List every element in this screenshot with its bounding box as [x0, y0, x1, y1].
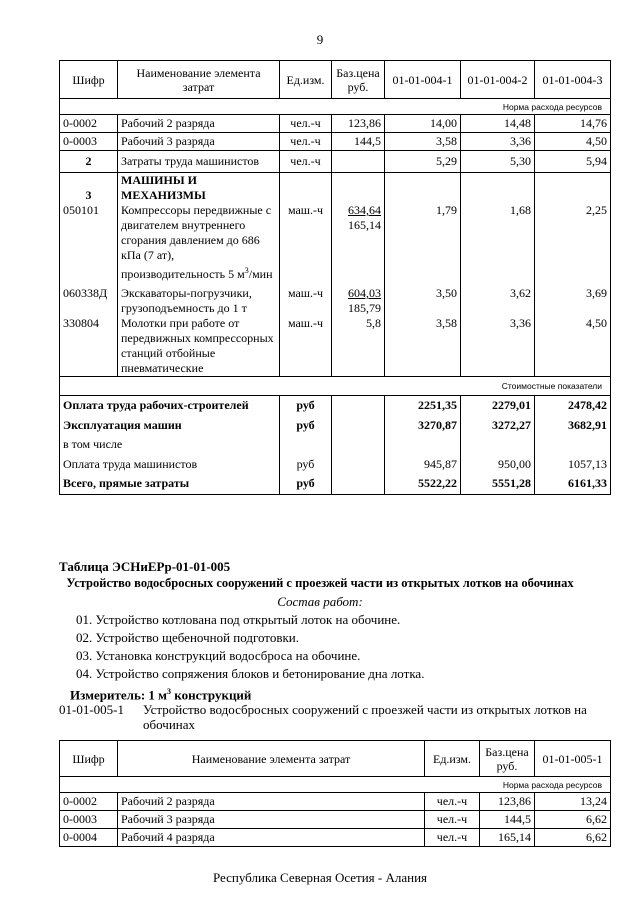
row-code: 0-0003: [60, 811, 118, 829]
row-unit: чел.-ч: [280, 133, 332, 151]
machine-value-1: 3,58: [385, 316, 461, 377]
machine-price: 5,8: [332, 316, 385, 377]
header-col3: 01-01-004-3: [535, 61, 611, 99]
table-row: [60, 829, 611, 847]
header-price: Баз.цена руб.: [332, 61, 385, 99]
summary-unit: руб: [280, 416, 332, 435]
row-value-2: 5,30: [461, 151, 535, 173]
cost-label-row: [60, 377, 611, 396]
row-unit: чел.-ч: [425, 811, 480, 829]
summary-value-1: 945,87: [385, 455, 461, 474]
summary-value-3: 2478,42: [535, 396, 611, 416]
header-price: Баз.цена руб.: [480, 741, 535, 777]
machine-value-3: 4,50: [535, 316, 611, 377]
summary-value-2: 950,00: [461, 455, 535, 474]
work-item: 03. Установка конструкций водосброса на обочине.: [76, 648, 361, 663]
machine-code: 050101: [60, 203, 118, 282]
section-row: [60, 173, 611, 204]
table-subtitle: Устройство водосбросных сооружений с проезжей части из открытых лотков на обочинах: [66, 576, 574, 590]
header-col2: 01-01-004-2: [461, 61, 535, 99]
row-name: Затраты труда машинистов: [118, 151, 280, 173]
header-name: Наименование элемента затрат: [118, 61, 280, 99]
row-code: 0-0002: [60, 793, 118, 811]
machine-value-3: 2,25: [535, 203, 611, 282]
row-unit: чел.-ч: [425, 793, 480, 811]
machine-value-3: 3,69: [535, 282, 611, 316]
header-col1: 01-01-005-1: [535, 741, 611, 777]
machine-name: Компрессоры передвижные с двигателем внутреннего сгорания давлением до 686 кПа (7 ат), производительность 5 $м^3$/мин: [118, 203, 280, 282]
summary-value-3: 1057,13: [535, 455, 611, 474]
summary-value-2: 3272,27: [461, 416, 535, 435]
summary-value-3: 6161,33: [535, 474, 611, 495]
header-name: Наименование элемента затрат: [118, 741, 425, 777]
row-value-1: 3,58: [385, 133, 461, 151]
machine-name: Молотки при работе от передвижных компрессорных станций отбойные пневматические: [118, 316, 280, 377]
work-item: 04. Устройство сопряжения блоков и бетонирование дна лотка.: [76, 666, 425, 681]
machine-row: [60, 282, 611, 316]
summary-name: Оплата труда машинистов: [60, 455, 280, 474]
table-header-row: [60, 741, 611, 777]
summary-row: [60, 455, 611, 474]
machine-value-2: 1,68: [461, 203, 535, 282]
row-code: 0-0004: [60, 829, 118, 847]
row-value-1: 14,00: [385, 115, 461, 133]
row-price: 165,14: [480, 829, 535, 847]
norm-label-row: [60, 99, 611, 115]
summary-unit: руб: [280, 455, 332, 474]
table-row: [60, 115, 611, 133]
row-price: 144,5: [480, 811, 535, 829]
header-shifr: Шифр: [60, 61, 118, 99]
header-shifr: Шифр: [60, 741, 118, 777]
machine-row: [60, 203, 611, 282]
row-unit: чел.-ч: [280, 151, 332, 173]
cost-label: Стоимостные показатели: [60, 377, 611, 396]
row-value-3: 5,94: [535, 151, 611, 173]
summary-value-3: 3682,91: [535, 416, 611, 435]
row-value: 13,24: [535, 793, 611, 811]
summary-name: Всего, прямые затраты: [60, 474, 280, 495]
page-footer: Республика Северная Осетия - Алания: [212, 870, 428, 885]
header-unit: Ед.изм.: [425, 741, 480, 777]
summary-value-2: 5551,28: [461, 474, 535, 495]
row-value-2: 3,36: [461, 133, 535, 151]
table-row: [60, 151, 611, 173]
row-code: 0-0002: [60, 115, 118, 133]
machine-code: 060338Д: [60, 282, 118, 316]
summary-value-2: 2279,01: [461, 396, 535, 416]
summary-row: [60, 396, 611, 416]
table-row: [60, 811, 611, 829]
row-name: Рабочий 4 разряда: [118, 829, 425, 847]
machine-price: 604,03 185,79: [332, 282, 385, 316]
resource-table-01-01-005: [59, 740, 611, 847]
machine-unit: маш.-ч: [280, 203, 332, 282]
machine-code: 330804: [60, 316, 118, 377]
row-code: 2: [60, 151, 118, 173]
row-value: 6,62: [535, 829, 611, 847]
machine-value-1: 1,79: [385, 203, 461, 282]
row-name: Рабочий 3 разряда: [118, 133, 280, 151]
row-value-3: 14,76: [535, 115, 611, 133]
item-description: Устройство водосбросных сооружений с проезжей части из открытых лотков на: [143, 702, 587, 717]
summary-value-1: 3270,87: [385, 416, 461, 435]
machine-unit: маш.-ч: [280, 316, 332, 377]
summary-row: [60, 435, 611, 455]
section-name: МАШИНЫ И МЕХАНИЗМЫ: [118, 173, 280, 204]
item-description-continued: обочинах: [143, 717, 195, 732]
norm-label: Норма расхода ресурсов: [60, 777, 611, 793]
norm-label: Норма расхода ресурсов: [60, 99, 611, 115]
composition-heading: Состав работ:: [277, 594, 363, 609]
row-value-2: 14,48: [461, 115, 535, 133]
summary-name: Эксплуатация машин: [60, 416, 280, 435]
row-name: Рабочий 2 разряда: [118, 115, 280, 133]
row-name: Рабочий 3 разряда: [118, 811, 425, 829]
item-code: 01-01-005-1: [59, 702, 124, 717]
row-unit: чел.-ч: [280, 115, 332, 133]
row-price: 123,86: [332, 115, 385, 133]
table-title: Таблица ЭСНиЕРр-01-01-005: [59, 559, 231, 574]
work-item: 01. Устройство котлована под открытый лоток на обочине.: [76, 612, 401, 627]
table-header-row: [60, 61, 611, 99]
summary-unit: руб: [280, 474, 332, 495]
summary-value-1: 5522,22: [385, 474, 461, 495]
norm-label-row: [60, 777, 611, 793]
machine-value-2: 3,36: [461, 316, 535, 377]
summary-unit: руб: [280, 396, 332, 416]
row-price: 144,5: [332, 133, 385, 151]
header-unit: Ед.изм.: [280, 61, 332, 99]
summary-row: [60, 474, 611, 495]
row-value-3: 4,50: [535, 133, 611, 151]
summary-name: в том числе: [60, 435, 280, 455]
row-value-1: 5,29: [385, 151, 461, 173]
row-name: Рабочий 2 разряда: [118, 793, 425, 811]
header-col1: 01-01-004-1: [385, 61, 461, 99]
row-price: 123,86: [480, 793, 535, 811]
summary-row: [60, 416, 611, 435]
machine-value-2: 3,62: [461, 282, 535, 316]
section-code: 3: [60, 173, 118, 204]
row-value: 6,62: [535, 811, 611, 829]
machine-unit: маш.-ч: [280, 282, 332, 316]
page-number: 9: [316, 32, 324, 47]
row-code: 0-0003: [60, 133, 118, 151]
table-row: [60, 793, 611, 811]
row-unit: чел.-ч: [425, 829, 480, 847]
resource-table-01-01-004: [59, 60, 611, 495]
summary-name: Оплата труда рабочих-строителей: [60, 396, 280, 416]
summary-value-1: 2251,35: [385, 396, 461, 416]
machine-value-1: 3,50: [385, 282, 461, 316]
meter-line: Измеритель: 1 $м^3$ конструкций: [70, 687, 252, 703]
table-row: [60, 133, 611, 151]
machine-row: [60, 316, 611, 377]
work-item: 02. Устройство щебеночной подготовки.: [76, 630, 299, 645]
machine-name: Экскаваторы-погрузчики, грузоподъемность до 1 т: [118, 282, 280, 316]
machine-price: 634,64 165,14: [332, 203, 385, 282]
